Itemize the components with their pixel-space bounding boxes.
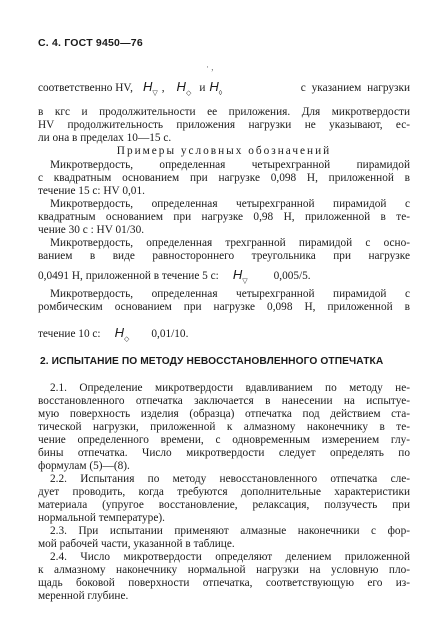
triangle-icon: ▽ [242, 278, 248, 285]
text-segment: течение 10 с: [38, 328, 101, 340]
para-2-4-line: щадь боковой поверхности отпечатка, соответствующую его из- [38, 577, 410, 589]
text-line-16 [38, 326, 410, 346]
para-2-3-line: 2.3. При испытании применяют алмазные наконечники с фор- [50, 525, 410, 537]
hardness-symbol-triangle: $H_▽$ [142, 79, 158, 97]
para-2-4-line: к алмазному наконечнику нормальной нагрузки на условную пло- [38, 564, 410, 576]
hardness-symbol-triangle: $H_▽$ [232, 267, 248, 285]
para-2-1-line: формулам (5)—(8). [38, 460, 130, 472]
para-2-1-line: бины отпечатка. Число микротвердости следует определять по [38, 447, 410, 459]
text-line-9: квадратным основанием при нагрузке 0,98 Н, приложенной в те- [38, 211, 410, 223]
text-segment: 0,01/10. [151, 328, 189, 340]
page-header: С. 4. ГОСТ 9450—76 [38, 37, 143, 49]
knoop-icon: ◊ [218, 90, 223, 97]
text-line-6: с квадратным основанием при нагрузке 0,098 Н, приложенной в [38, 172, 410, 184]
text-segment: соответственно HV, [38, 82, 133, 94]
triangle-icon: ▽ [152, 90, 158, 97]
section-2-title: 2. ИСПЫТАНИЕ ПО МЕТОДУ НЕВОССТАНОВЛЕННОГО ОТПЕЧАТКА [40, 356, 384, 367]
text-line-10: чение 30 с : HV 01/30. [38, 224, 145, 236]
text-line-7: течение 15 с: HV 0,01. [38, 185, 145, 197]
rhomb-icon: ◇ [123, 336, 130, 343]
text-segment: и [199, 82, 206, 94]
para-2-1-line: восстановленного отпечатка заключается в нанесении на испытуе- [38, 395, 410, 407]
para-2-2-line: 2.2. Испытания по методу невосстановленного отпечатка сле- [50, 473, 410, 485]
text-segment: с указанием нагрузки [300, 82, 410, 94]
hardness-symbol-knoop: $H_◊$ [209, 79, 223, 97]
para-2-1-line: мую поверхность изделия (образца) отпечатка под действием ста- [38, 408, 410, 420]
text-line-8: Микротвердость, определенная четырехгранной пирамидой с [50, 198, 410, 210]
text-line-12: ванием в виде равностороннего треугольника при нагрузке [38, 250, 410, 262]
rhomb-icon: ◇ [185, 90, 192, 97]
text-line-2: в кгс и продолжительности ее приложения. Для микротвердости [38, 106, 410, 118]
para-2-3-line: мой рабочей части, указанной в таблице. [38, 538, 235, 550]
para-2-1-line: чение определенного времени, с одновременным измерением глу- [38, 434, 410, 446]
text-line-13 [38, 268, 410, 288]
para-2-4-line: меренной глубине. [38, 590, 129, 602]
text-line-1: соответственно HV, $H_▽$ , $H_◇$ и $H_◊$ с указанием нагрузки [38, 80, 410, 100]
para-2-1-line: тической нагрузки, приложенной к алмазному наконечнику в те- [38, 421, 410, 433]
top-marks: · , [206, 62, 214, 72]
text-line-3: HV продолжительность приложения нагрузки не указывают, ес- [38, 119, 410, 131]
para-2-1-line: 2.1. Определение микротвердости вдавливанием по методу не- [50, 382, 410, 394]
text-line-4: ли она в пределах 10—15 с. [38, 132, 172, 144]
text-line-15: ромбическим основанием при нагрузке 0,098 Н, приложенной в [38, 301, 410, 313]
para-2-2-line: дует проводить, когда требуются дополнительные характеристики [38, 486, 410, 498]
text-segment: 0,0491 Н, приложенной в течение 5 с: [38, 270, 219, 282]
para-2-2-line: материала (упругое восстановление, релаксация, ползучесть при [38, 499, 410, 511]
text-line-5: Микротвердость, определенная четырехгранной пирамидой [50, 159, 410, 171]
text-segment: 0,005/5. [273, 270, 311, 282]
para-2-2-line: нормальной температуре). [38, 512, 165, 524]
para-2-4-line: 2.4. Число микротвердости определяют делением приложенной [50, 551, 410, 563]
hardness-symbol-rhomb: $H_◇$ [176, 79, 192, 97]
text-line-11: Микротвердость, определенная трехгранной пирамидой с осно- [50, 237, 410, 249]
text-line-14: Микротвердость, определенная четырехгранной пирамидой с [50, 288, 410, 300]
examples-heading: Примеры условных обозначений [116, 145, 332, 157]
hardness-symbol-rhomb: $H_◇$ [114, 325, 130, 343]
